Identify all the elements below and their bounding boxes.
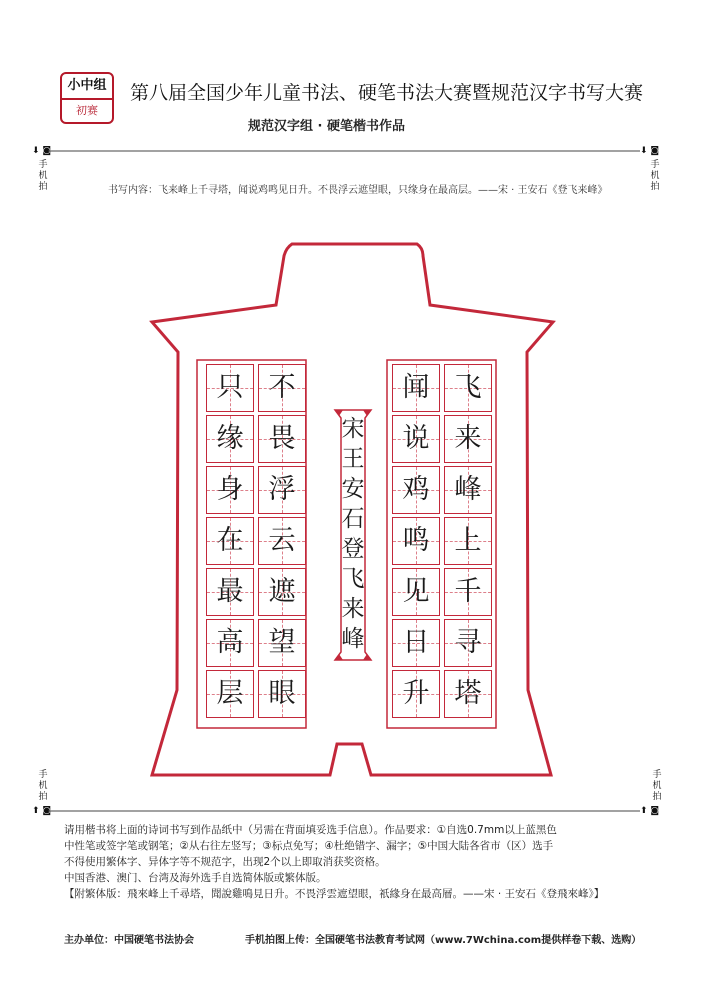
category-subtitle: 规范汉字组 · 硬笔楷书作品 [248, 119, 405, 134]
grid-cell: 在 [206, 517, 254, 565]
grid-cell: 望 [258, 619, 306, 667]
corner-label-bottom-left: 手机拍 [38, 770, 48, 802]
signature-char: 王 [341, 446, 365, 472]
writing-content: 书写内容：飞来峰上千寻塔，闻说鸡鸣见日升。不畏浮云遮望眼，只缘身在最高层。——宋 · 王安石《登飞来峰》 [108, 185, 608, 196]
organizer: 主办单位：中国硬笔书法协会 [64, 935, 194, 946]
camera-icon: ⬇ ◙ [32, 146, 52, 156]
grid-cell: 千 [444, 568, 492, 616]
grid-cell: 遮 [258, 568, 306, 616]
upload-info: 手机拍图上传：全国硬笔书法教育考试网（www.7Wchina.com提供样卷下载、选购） [245, 935, 642, 946]
grid-cell: 峰 [444, 466, 492, 514]
badge-group-label: 小中组 [62, 74, 112, 100]
grid-cell: 云 [258, 517, 306, 565]
camera-icon: ⬆ ◙ [640, 806, 660, 816]
badge-round-label: 初赛 [76, 104, 98, 117]
instruction-line: 中国香港、澳门、台湾及海外选手自选简体版或繁体版。 [64, 872, 327, 884]
grid-cell: 最 [206, 568, 254, 616]
signature-char: 石 [341, 506, 365, 532]
instructions [64, 822, 654, 902]
grid-cell: 高 [206, 619, 254, 667]
grid-cell: 鸣 [392, 517, 440, 565]
signature-char: 来 [341, 596, 365, 622]
corner-label-bottom-right: 手机拍 [652, 770, 662, 802]
grid-cell: 只 [206, 364, 254, 412]
camera-icon: ⬆ ◙ [32, 806, 52, 816]
grid-cell: 不 [258, 364, 306, 412]
grid-cell: 畏 [258, 415, 306, 463]
corner-label-top-right: 手机拍 [650, 160, 660, 192]
competition-title: 第八届全国少年儿童书法、硬笔书法大赛暨规范汉字书写大赛 [130, 82, 644, 104]
signature-char: 飞 [341, 566, 365, 592]
grid-cell: 见 [392, 568, 440, 616]
grid-cell: 闻 [392, 364, 440, 412]
grid-cell: 层 [206, 670, 254, 718]
grid-cell: 飞 [444, 364, 492, 412]
signature-char: 峰 [341, 626, 365, 652]
instruction-line: 不得使用繁体字、异体字等不规范字，出现2个以上即取消获奖资格。 [64, 856, 386, 868]
grid-cell: 日 [392, 619, 440, 667]
grid-cell: 身 [206, 466, 254, 514]
signature-char: 安 [341, 476, 365, 502]
instruction-line: 请用楷书将上面的诗词书写到作品纸中（另需在背面填妥选手信息）。作品要求：①自选0.7mm以上蓝黑色 [64, 824, 557, 836]
grid-cell: 来 [444, 415, 492, 463]
camera-icon: ⬇ ◙ [640, 146, 660, 156]
grid-cell: 眼 [258, 670, 306, 718]
corner-label-top-left: 手机拍 [38, 160, 48, 192]
signature [335, 412, 371, 660]
signature-char: 宋 [341, 416, 365, 442]
grid-cell: 浮 [258, 466, 306, 514]
grid-cell: 上 [444, 517, 492, 565]
grid-cell: 升 [392, 670, 440, 718]
grid-cell: 缘 [206, 415, 254, 463]
grid-cell: 鸡 [392, 466, 440, 514]
grid-cell: 塔 [444, 670, 492, 718]
grid-cell: 说 [392, 415, 440, 463]
grid-cell: 寻 [444, 619, 492, 667]
signature-char: 登 [341, 536, 365, 562]
instruction-line: 中性笔或签字笔或钢笔；②从右往左竖写；③标点免写；④杜绝错字、漏字；⑤中国大陆各省市（区）选手 [64, 840, 554, 852]
instruction-line: 【附繁体版：飛來峰上千尋塔，聞說雞鳴見日升。不畏浮雲遮望眼，祇緣身在最高層。——宋 · 王安石《登飛來峰》】 [64, 888, 605, 900]
